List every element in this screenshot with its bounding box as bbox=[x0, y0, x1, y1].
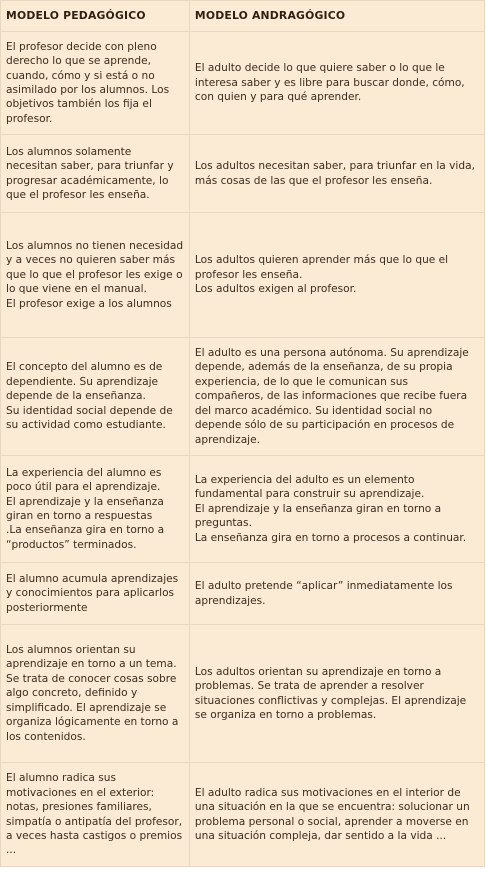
header-andragogico: MODELO ANDRAGÓGICO bbox=[189, 1, 484, 32]
cell-pedagogico: El alumno acumula aprendizajes y conocimientos para aplicarlos posteriormente bbox=[1, 563, 190, 625]
cell-pedagogico: Los alumnos no tienen necesidad y a veces no quieren saber más que lo que el profesor les exige o lo que viene en el manual. El profesor exige a los alumnos bbox=[1, 213, 190, 338]
cell-andragogico: La experiencia del adulto es un elemento fundamental para construir su aprendizaje. El aprendizaje y la enseñanza giran en torno a preguntas. La enseñanza gira en torno a procesos a continuar. bbox=[189, 456, 484, 563]
cell-pedagogico: El profesor decide con pleno derecho lo que se aprende, cuando, cómo y si está o no asimilado por los alumnos. Los objetivos también los fija el profesor. bbox=[1, 32, 190, 135]
cell-andragogico: El adulto decide lo que quiere saber o lo que le interesa saber y es libre para buscar donde, cómo, con quien y para qué aprender. bbox=[189, 32, 484, 135]
table-row bbox=[1, 563, 485, 625]
table-row bbox=[1, 338, 485, 456]
cell-pedagogico: El alumno radica sus motivaciones en el exterior: notas, presiones familiares, simpatía o antipatía del profesor, a veces hasta castigos o premios ... bbox=[1, 763, 190, 867]
table-row bbox=[1, 456, 485, 563]
cell-andragogico: Los adultos orientan su aprendizaje en torno a problemas. Se trata de aprender a resolver situaciones conflictivas y complejas. El aprendizaje se organiza en torno a problemas. bbox=[189, 625, 484, 763]
table-row bbox=[1, 32, 485, 135]
cell-pedagogico: Los alumnos solamente necesitan saber, para triunfar y progresar académicamente, lo que el profesor les enseña. bbox=[1, 135, 190, 213]
cell-pedagogico: El concepto del alumno es de dependiente. Su aprendizaje depende de la enseñanza. Su identidad social depende de su actividad como estudiante. bbox=[1, 338, 190, 456]
cell-pedagogico: La experiencia del alumno es poco útil para el aprendizaje. El aprendizaje y la enseñanza giran en torno a respuestas .La enseñanza gira en torno a “productos” terminados. bbox=[1, 456, 190, 563]
cell-andragogico: El adulto es una persona autónoma. Su aprendizaje depende, además de la enseñanza, de su propia experiencia, de lo que le comunican sus compañeros, de las informaciones que recibe fuera del marco académico. Su identidad social no depende sólo de su participación en procesos de aprendizaje. bbox=[189, 338, 484, 456]
table-row bbox=[1, 763, 485, 867]
table-row bbox=[1, 213, 485, 338]
header-pedagogico: MODELO PEDAGÓGICO bbox=[1, 1, 190, 32]
cell-andragogico: Los adultos necesitan saber, para triunfar en la vida, más cosas de las que el profesor les enseña. bbox=[189, 135, 484, 213]
cell-andragogico: Los adultos quieren aprender más que lo que el profesor les enseña. Los adultos exigen al profesor. bbox=[189, 213, 484, 338]
cell-andragogico: El adulto pretende “aplicar” inmediatamente los aprendizajes. bbox=[189, 563, 484, 625]
cell-pedagogico: Los alumnos orientan su aprendizaje en torno a un tema. Se trata de conocer cosas sobre algo concreto, definido y simplificado. El aprendizaje se organiza lógicamente en torno a los contenidos. bbox=[1, 625, 190, 763]
table-row bbox=[1, 135, 485, 213]
header-row bbox=[1, 1, 485, 32]
cell-andragogico: El adulto radica sus motivaciones en el interior de una situación en la que se encuentra: solucionar un problema personal o social, aprender a moverse en una situación compleja, dar sentido a la vida ... bbox=[189, 763, 484, 867]
table-row bbox=[1, 625, 485, 763]
